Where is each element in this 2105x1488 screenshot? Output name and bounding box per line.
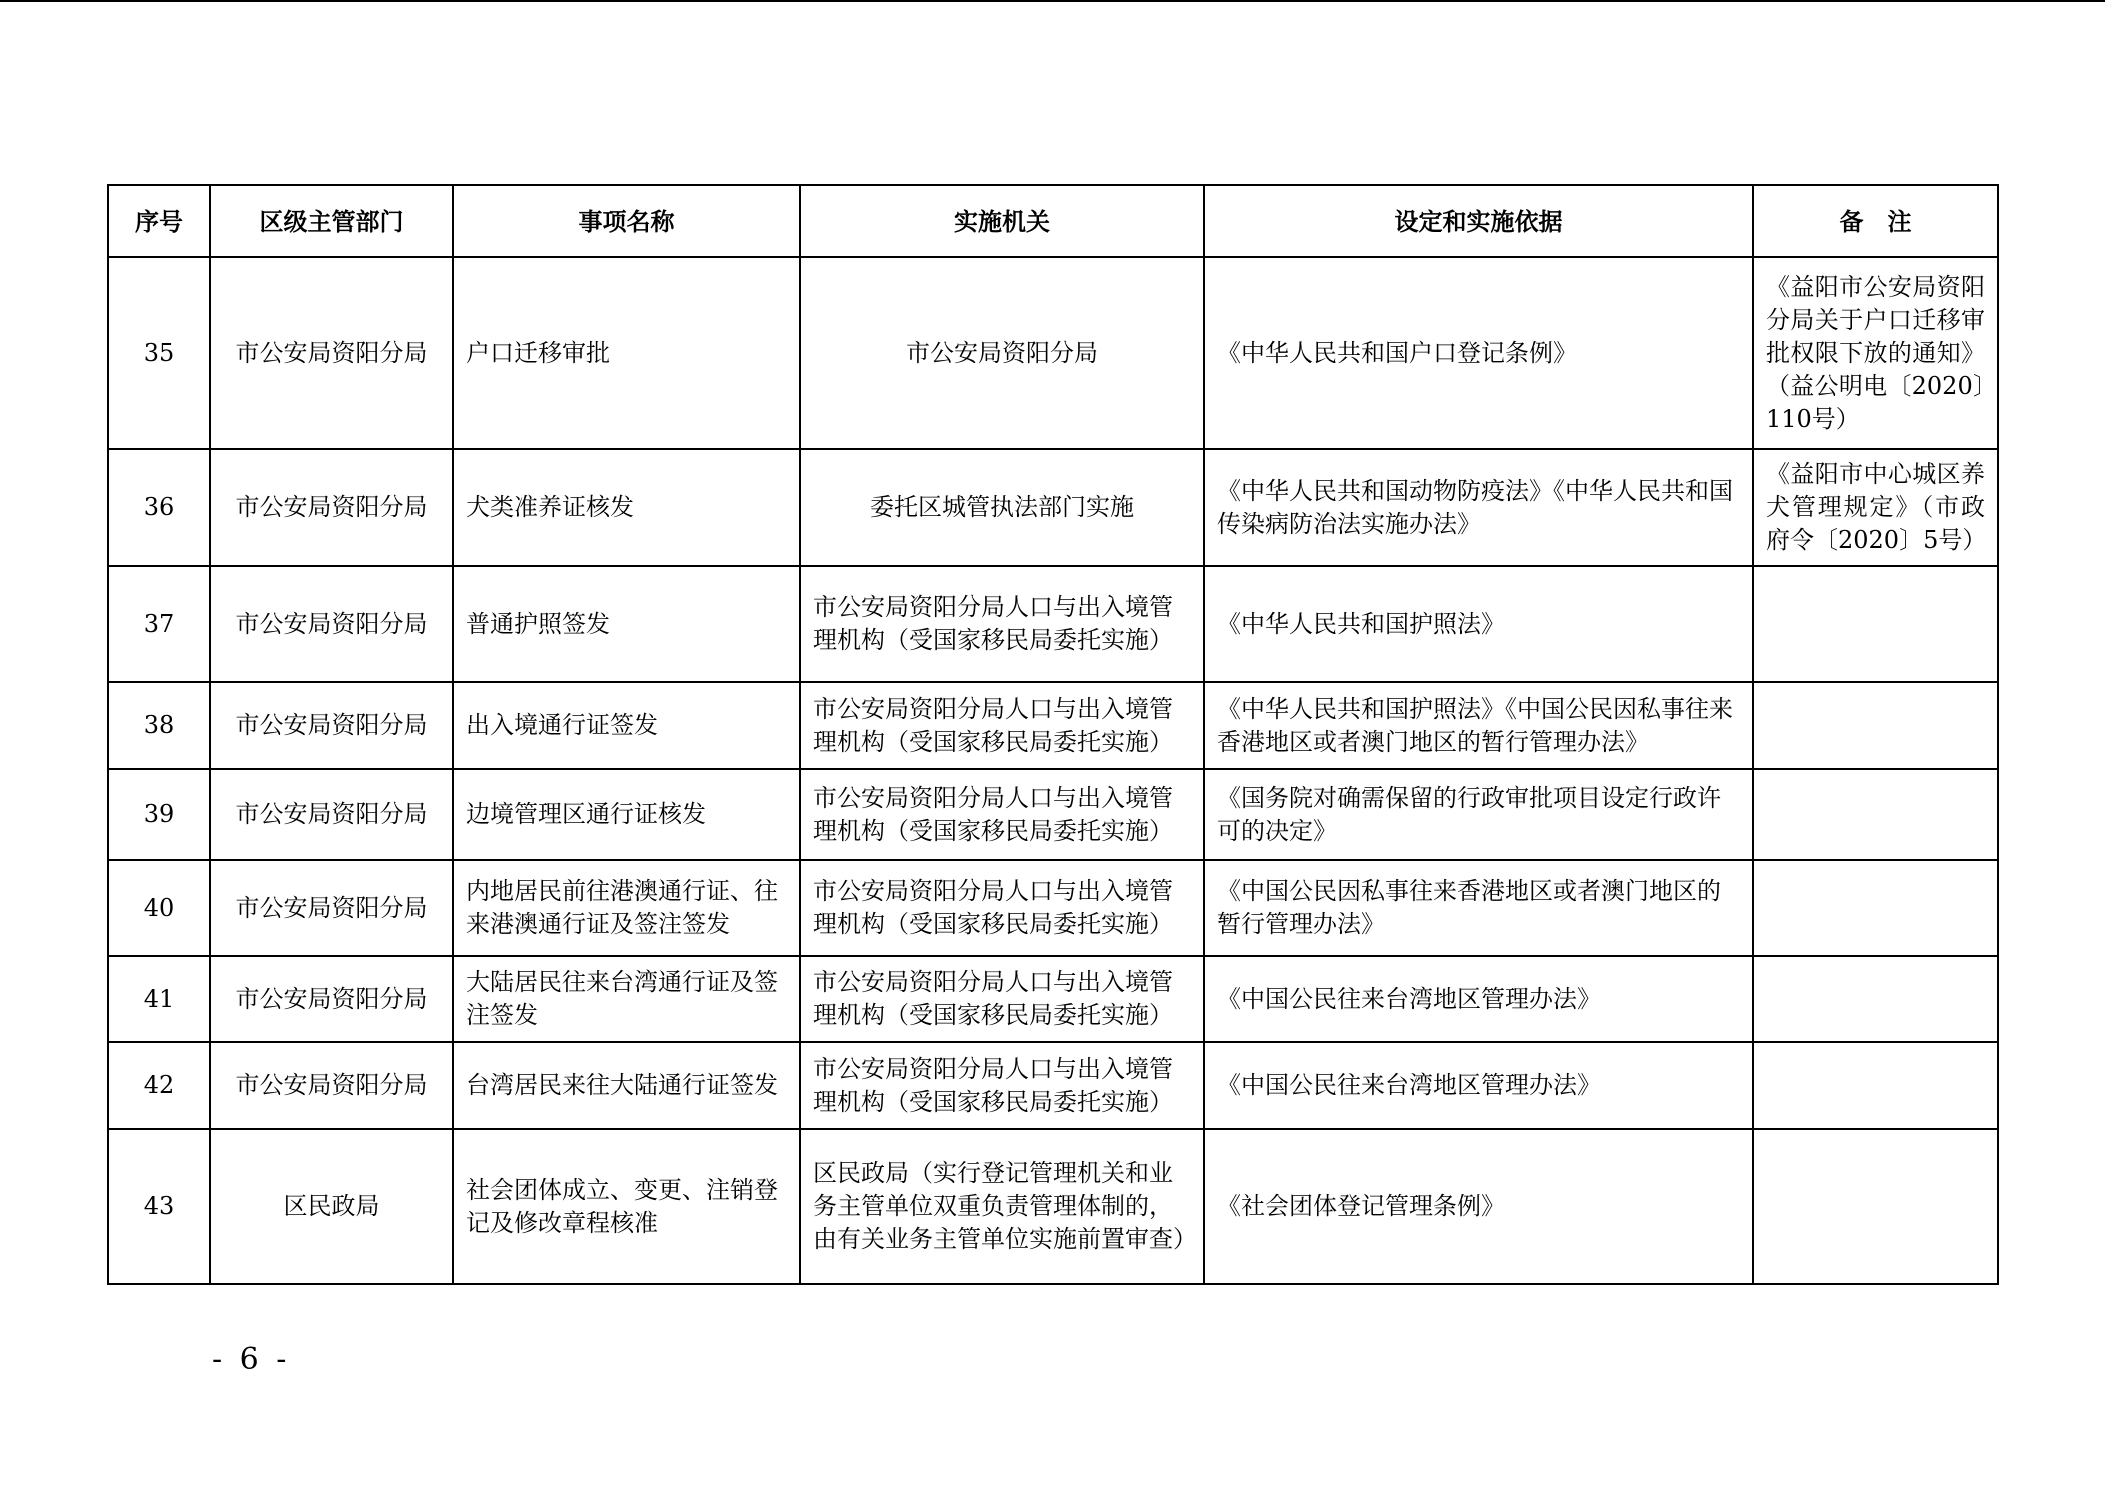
- implementing-agency: 市公安局资阳分局人口与出入境管理机构（受国家移民局委托实施）: [800, 682, 1204, 769]
- remarks: 《益阳市中心城区养犬管理规定》（市政府令〔2020〕5号）: [1753, 449, 1998, 566]
- serial-number: 43: [108, 1129, 210, 1284]
- implementing-agency: 市公安局资阳分局人口与出入境管理机构（受国家移民局委托实施）: [800, 1042, 1204, 1129]
- legal-basis: 《社会团体登记管理条例》: [1204, 1129, 1753, 1284]
- item-name: 社会团体成立、变更、注销登记及修改章程核准: [453, 1129, 800, 1284]
- serial-number: 36: [108, 449, 210, 566]
- district-department: 市公安局资阳分局: [210, 682, 453, 769]
- legal-basis: 《中国公民因私事往来香港地区或者澳门地区的暂行管理办法》: [1204, 860, 1753, 956]
- implementing-agency: 市公安局资阳分局人口与出入境管理机构（受国家移民局委托实施）: [800, 566, 1204, 682]
- district-department: 市公安局资阳分局: [210, 769, 453, 860]
- remarks: [1753, 682, 1998, 769]
- top-rule: [0, 0, 2105, 2]
- legal-basis: 《国务院对确需保留的行政审批项目设定行政许可的决定》: [1204, 769, 1753, 860]
- remarks: [1753, 860, 1998, 956]
- header-remarks: 备 注: [1753, 185, 1998, 257]
- implementing-agency: 市公安局资阳分局: [800, 257, 1204, 449]
- remarks: [1753, 1042, 1998, 1129]
- district-department: 市公安局资阳分局: [210, 566, 453, 682]
- district-department: 市公安局资阳分局: [210, 1042, 453, 1129]
- table-header-row: [108, 185, 1998, 257]
- district-department: 市公安局资阳分局: [210, 860, 453, 956]
- district-department: 市公安局资阳分局: [210, 257, 453, 449]
- table-row: [108, 566, 1998, 682]
- implementing-agency: 委托区城管执法部门实施: [800, 449, 1204, 566]
- item-name: 内地居民前往港澳通行证、往来港澳通行证及签注签发: [453, 860, 800, 956]
- table-row: [108, 257, 1998, 449]
- legal-basis: 《中国公民往来台湾地区管理办法》: [1204, 1042, 1753, 1129]
- remarks: [1753, 566, 1998, 682]
- header-item-name: 事项名称: [453, 185, 800, 257]
- remarks: 《益阳市公安局资阳分局关于户口迁移审批权限下放的通知》（益公明电〔2020〕110号）: [1753, 257, 1998, 449]
- district-department: 市公安局资阳分局: [210, 956, 453, 1042]
- serial-number: 35: [108, 257, 210, 449]
- item-name: 犬类准养证核发: [453, 449, 800, 566]
- approval-items-table: [107, 184, 1999, 1285]
- table-row: [108, 860, 1998, 956]
- remarks: [1753, 956, 1998, 1042]
- table-row: [108, 1129, 1998, 1284]
- implementing-agency: 市公安局资阳分局人口与出入境管理机构（受国家移民局委托实施）: [800, 860, 1204, 956]
- serial-number: 40: [108, 860, 210, 956]
- table-row: [108, 449, 1998, 566]
- item-name: 边境管理区通行证核发: [453, 769, 800, 860]
- serial-number: 42: [108, 1042, 210, 1129]
- remarks: [1753, 769, 1998, 860]
- legal-basis: 《中华人民共和国户口登记条例》: [1204, 257, 1753, 449]
- implementing-agency: 市公安局资阳分局人口与出入境管理机构（受国家移民局委托实施）: [800, 769, 1204, 860]
- table-row: [108, 1042, 1998, 1129]
- legal-basis: 《中国公民往来台湾地区管理办法》: [1204, 956, 1753, 1042]
- item-name: 普通护照签发: [453, 566, 800, 682]
- header-district-department: 区级主管部门: [210, 185, 453, 257]
- page-number: - 6 -: [212, 1342, 291, 1377]
- remarks: [1753, 1129, 1998, 1284]
- district-department: 区民政局: [210, 1129, 453, 1284]
- serial-number: 37: [108, 566, 210, 682]
- item-name: 户口迁移审批: [453, 257, 800, 449]
- table-row: [108, 956, 1998, 1042]
- legal-basis: 《中华人民共和国护照法》: [1204, 566, 1753, 682]
- serial-number: 38: [108, 682, 210, 769]
- serial-number: 39: [108, 769, 210, 860]
- implementing-agency: 市公安局资阳分局人口与出入境管理机构（受国家移民局委托实施）: [800, 956, 1204, 1042]
- item-name: 大陆居民往来台湾通行证及签注签发: [453, 956, 800, 1042]
- table-row: [108, 682, 1998, 769]
- legal-basis: 《中华人民共和国护照法》《中国公民因私事往来香港地区或者澳门地区的暂行管理办法》: [1204, 682, 1753, 769]
- item-name: 出入境通行证签发: [453, 682, 800, 769]
- header-legal-basis: 设定和实施依据: [1204, 185, 1753, 257]
- header-implementing-agency: 实施机关: [800, 185, 1204, 257]
- implementing-agency: 区民政局（实行登记管理机关和业务主管单位双重负责管理体制的，由有关业务主管单位实施前置审查）: [800, 1129, 1204, 1284]
- header-serial-number: 序号: [108, 185, 210, 257]
- table-row: [108, 769, 1998, 860]
- serial-number: 41: [108, 956, 210, 1042]
- district-department: 市公安局资阳分局: [210, 449, 453, 566]
- legal-basis: 《中华人民共和国动物防疫法》《中华人民共和国传染病防治法实施办法》: [1204, 449, 1753, 566]
- item-name: 台湾居民来往大陆通行证签发: [453, 1042, 800, 1129]
